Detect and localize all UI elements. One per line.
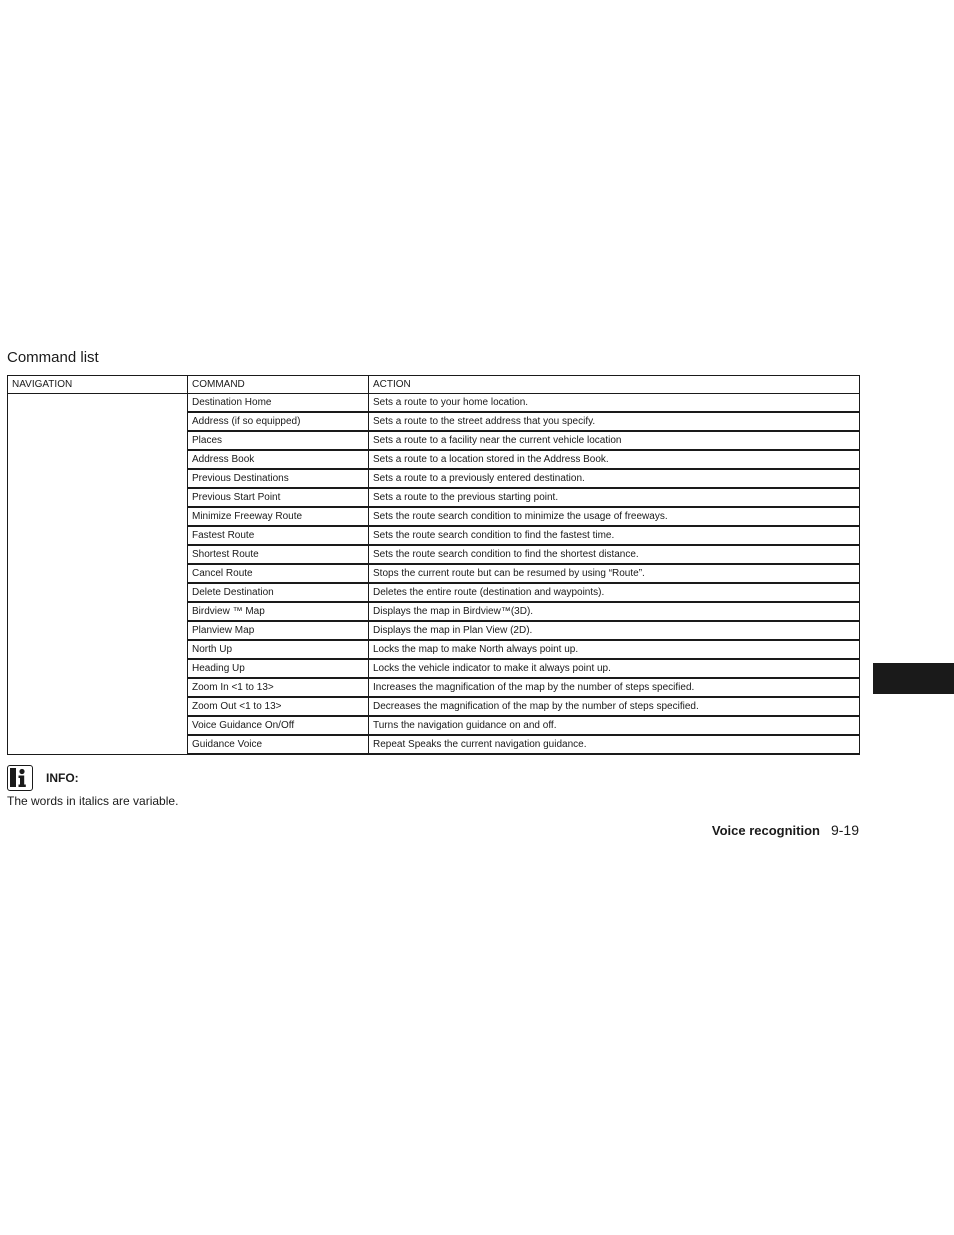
action-cell: Sets the route search condition to minimize the usage of freeways. xyxy=(369,507,860,526)
action-cell: Sets a route to a facility near the current vehicle location xyxy=(369,431,860,450)
section-title: Command list xyxy=(7,349,99,366)
command-cell: Places xyxy=(188,431,369,450)
action-cell: Sets a route to your home location. xyxy=(369,394,860,413)
command-cell: Cancel Route xyxy=(188,564,369,583)
command-cell: Guidance Voice xyxy=(188,735,369,754)
command-cell: Delete Destination xyxy=(188,583,369,602)
action-cell: Deletes the entire route (destination and waypoints). xyxy=(369,583,860,602)
header-command: COMMAND xyxy=(188,376,369,394)
table-header-row xyxy=(8,376,860,394)
chapter-tab xyxy=(873,663,954,694)
action-cell: Turns the navigation guidance on and off. xyxy=(369,716,860,735)
command-cell: Zoom Out <1 to 13> xyxy=(188,697,369,716)
action-cell: Sets a route to the street address that you specify. xyxy=(369,412,860,431)
command-cell: Voice Guidance On/Off xyxy=(188,716,369,735)
command-cell: North Up xyxy=(188,640,369,659)
command-table xyxy=(7,375,860,755)
action-cell: Displays the map in Birdview™(3D). xyxy=(369,602,860,621)
action-cell: Stops the current route but can be resumed by using “Route”. xyxy=(369,564,860,583)
action-cell: Sets a route to the previous starting point. xyxy=(369,488,860,507)
action-cell: Locks the vehicle indicator to make it always point up. xyxy=(369,659,860,678)
command-cell: Minimize Freeway Route xyxy=(188,507,369,526)
action-cell: Sets a route to a location stored in the Address Book. xyxy=(369,450,860,469)
action-cell: Displays the map in Plan View (2D). xyxy=(369,621,860,640)
footer-section-title: Voice recognition xyxy=(711,823,820,838)
action-cell: Locks the map to make North always point up. xyxy=(369,640,860,659)
command-cell: Zoom In <1 to 13> xyxy=(188,678,369,697)
command-cell: Fastest Route xyxy=(188,526,369,545)
page-number: 9-19 xyxy=(830,822,859,838)
action-cell: Sets a route to a previously entered destination. xyxy=(369,469,860,488)
action-cell: Sets the route search condition to find the shortest distance. xyxy=(369,545,860,564)
command-cell: Destination Home xyxy=(188,394,369,413)
table-row xyxy=(8,394,860,413)
info-block xyxy=(7,764,79,792)
info-text: The words in italics are variable. xyxy=(7,794,179,808)
action-cell: Decreases the magnification of the map by the number of steps specified. xyxy=(369,697,860,716)
command-cell: Birdview ™ Map xyxy=(188,602,369,621)
header-action: ACTION xyxy=(369,376,860,394)
info-icon xyxy=(7,765,33,791)
action-cell: Repeat Speaks the current navigation guidance. xyxy=(369,735,860,754)
command-cell: Shortest Route xyxy=(188,545,369,564)
command-cell: Previous Destinations xyxy=(188,469,369,488)
header-navigation: NAVIGATION xyxy=(8,376,188,394)
command-cell: Address Book xyxy=(188,450,369,469)
info-label: INFO: xyxy=(46,771,79,785)
command-cell: Heading Up xyxy=(188,659,369,678)
navigation-group-cell xyxy=(8,394,188,755)
table-body xyxy=(8,394,860,755)
command-cell: Previous Start Point xyxy=(188,488,369,507)
page-footer xyxy=(712,822,859,839)
command-cell: Planview Map xyxy=(188,621,369,640)
action-cell: Sets the route search condition to find the fastest time. xyxy=(369,526,860,545)
command-cell: Address (if so equipped) xyxy=(188,412,369,431)
action-cell: Increases the magnification of the map by the number of steps specified. xyxy=(369,678,860,697)
